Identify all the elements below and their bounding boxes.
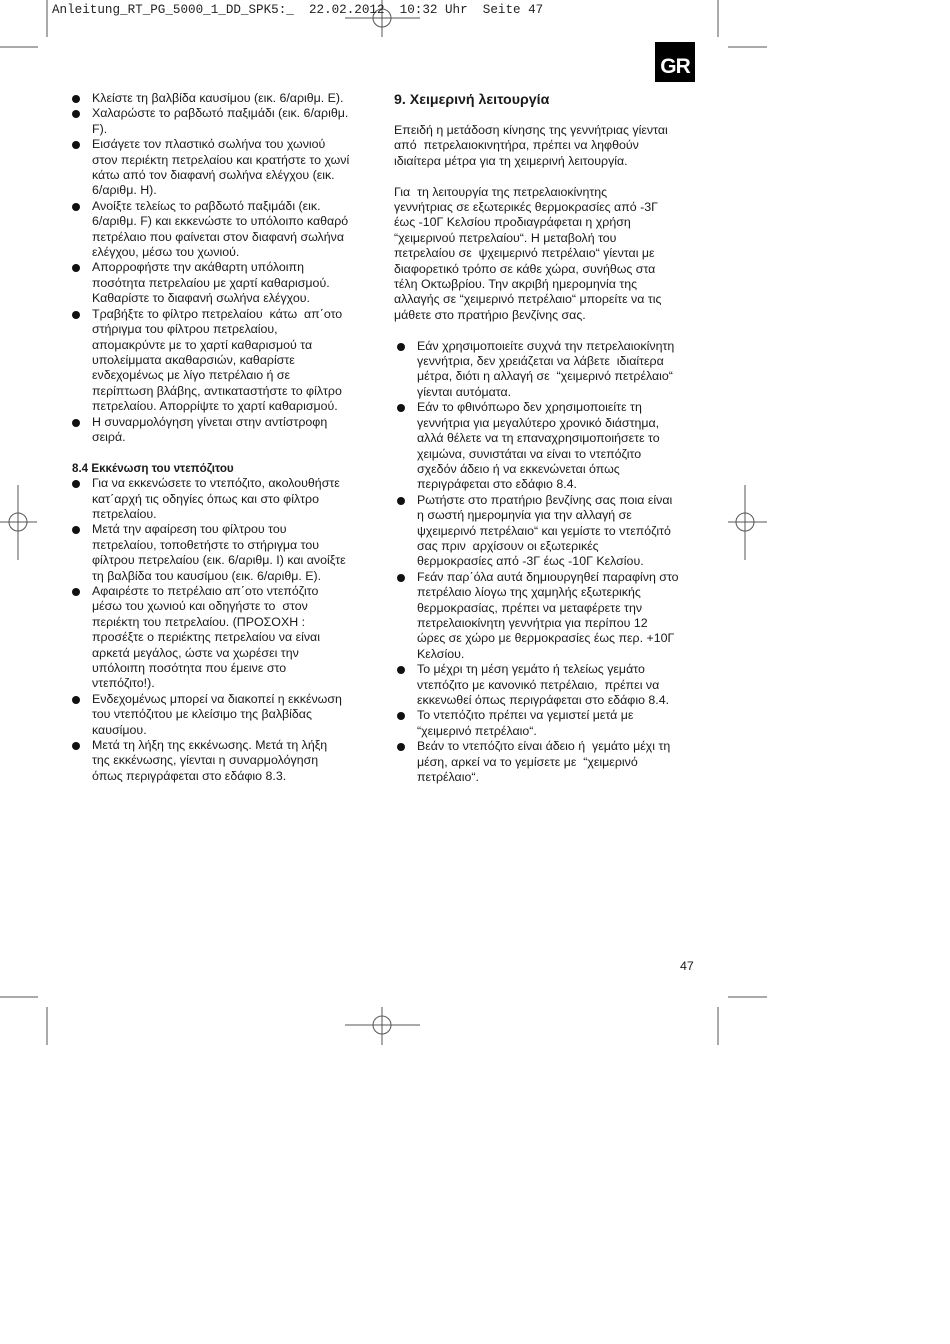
bullet-icon xyxy=(72,264,80,272)
list-item-text: Βεάν το ντεπόζιτο είναι άδειο ή γεμάτο μέχι τη μέση, αρκεί να το γεμίσετε με “χειμερινό πετρέλαιο“. xyxy=(417,739,671,785)
list-item-text: Εάν χρησιμοποιείτε συχνά την πετρελαιοκίνητη γεννήτρια, δεν χρειάζεται να λάβετε ιδιαίτερα μέτρα, διότι η αλλαγή σε “χειμερινό πετρέλαιο“ γίενται αυτόματα. xyxy=(417,338,675,399)
list-item-text: Εάν το φθινόπωρο δεν χρησιμοποιείτε τη γεννήτρια για μεγαλύτερο χρονικό διάστημα, αλλά θέλετε να τη επαναχρησιμοποιήσετε το χειμώνα, συνιστάται να είναι το ντεπόζιτο σχεδόν άδειο ή να εκκενώνεται όπως περιγράφεται στο εδάφιο 8.4. xyxy=(417,400,660,492)
right-column xyxy=(394,91,704,785)
language-badge: GR xyxy=(655,42,695,82)
list-item xyxy=(72,522,372,584)
bullet-icon xyxy=(72,141,80,149)
bullet-icon xyxy=(72,419,80,427)
bullet-icon xyxy=(397,497,405,505)
list-item xyxy=(72,137,372,199)
bullet-icon xyxy=(72,203,80,211)
list-item-text: Ανοίξτε τελείως το ραβδωτό παξιμάδι (εικ. 6/αριθμ. F) και εκκενώστε το υπόλοιπο καθαρό πετρέλαιο που φαίνεται στον διαφανή σωλήνα ελέγχου, μέσω του χωνιού. xyxy=(92,198,349,260)
bullet-icon xyxy=(397,743,405,751)
bullet-icon xyxy=(72,480,80,488)
bullet-list-drain xyxy=(72,476,372,784)
list-item xyxy=(72,260,372,306)
list-item xyxy=(72,307,372,415)
list-item-text: Το μέχρι τη μέση γεμάτο ή τελείως γεμάτο ντεπόζιτο με κανονικό πετρέλαιο, πρέπει να εκκενωθεί όπως περιγράφεται στο εδάφιο 8.4. xyxy=(417,662,670,707)
print-slug: Anleitung_RT_PG_5000_1_DD_SPK5:_ 22.02.2012 10:32 Uhr Seite 47 xyxy=(52,3,544,17)
bullet-icon xyxy=(72,696,80,704)
list-item-text: Η συναρμολόγηση γίνεται στην αντίστροφη σειρά. xyxy=(92,414,328,444)
bullet-icon xyxy=(72,742,80,750)
list-item xyxy=(72,738,372,784)
bullet-icon xyxy=(397,712,405,720)
list-item-text: Τραβήξτε το φίλτρο πετρελαίου κάτω απ΄οτο στήριγμα του φίλτρου πετρελαίου, απομακρύντε με το χαρτί καθαρισμού τα υπολείμματα ακαθαρσιών, καθαρίστε ενδεχομένως με λίγο πετρέλαιο ή σε περίπτωση βλάβης, αντικαταστήστε το φίλτρο πετρελαίου. Απορρίψτε το χαρτί καθαρισμού. xyxy=(92,306,343,414)
list-item-text: Απορροφήστε την ακάθαρτη υπόλοιπη ποσότητα πετρελαίου με χαρτί καθαρισμού. Καθαρίστε το διαφανή σωλήνα ελέγχου. xyxy=(92,260,330,306)
list-item-text: Ρωτήστε στο πρατήριο βενζίνης σας ποια είναι η σωστή ημερομηνία για την αλλαγή σε ψχειμερινό πετρέλαιο“ και γεμίστε το ντεπόζιτό σας πριν αρχίσουν οι εξωτερικές θερμοκρασίες από -3Γ έως -10Γ Κελσίου. xyxy=(417,492,673,569)
list-item xyxy=(397,339,707,401)
list-item-text: Εισάγετε τον πλαστικό σωλήνα του χωνιού στον περιέκτη πετρελαίου και κρατήστε το χωνί κάτω από τον διαφανή σωλήνα ελέγχου (εικ. 6/αριθμ. H). xyxy=(92,137,350,198)
bullet-icon xyxy=(72,110,80,118)
section-title-9: 9. Χειμερινή λειτουργία xyxy=(394,92,550,108)
list-item xyxy=(397,739,707,785)
list-item xyxy=(72,415,372,446)
bullet-icon xyxy=(397,574,405,582)
left-column xyxy=(72,91,372,784)
list-item xyxy=(397,570,707,662)
list-item xyxy=(72,106,372,137)
list-item xyxy=(72,476,372,522)
winter-diesel-paragraph: Για τη λειτουργία της πετρελαιοκίνητης γεννήτριας σε εξωτερικές θερμοκρασίες από -3Γ έως -10Γ Κελσίου προδιαγράφεται η χρήση “χειμερινού πετρελαίου“. Η μεταβολή του πετρελαίου σε ψχειμερινό πετρέλαιο“ γίενται με διαφορετικό τρόπο σε κάθε χώρα, συνήθως στα τέλη Οκτωβρίου. Την ακριβή ημερομηνία της αλλαγής σε “χειμερινό πετρέλαιο“ μπορείτε να τις μάθετε στο πρατήριο βενζίνης σας. xyxy=(394,184,662,322)
section-title-8-4: 8.4 Εκκένωση του ντεπόζιτου xyxy=(72,461,234,475)
bullet-list-filter xyxy=(72,91,372,445)
page-number: 47 xyxy=(680,959,694,973)
list-item-text: Ενδεχομένως μπορεί να διακοπεί η εκκένωση του ντεπόζιτου με κλείσιμο της βαλβίδας καυσίμου. xyxy=(92,691,342,737)
list-item-text: Το ντεπόζιτο πρέπει να γεμιστεί μετά με “χειμερινό πετρέλαιο“. xyxy=(417,708,634,738)
list-item-text: Μετά τη λήξη της εκκένωσης. Μετά τη λήξη της εκκένωσης, γίενται η συναρμολόγηση όπως περιγράφεται στο εδάφιο 8.3. xyxy=(92,738,328,783)
list-item-text: Για να εκκενώσετε το ντεπόζιτο, ακολουθήστε κατ΄αρχή τις οδηγίες όπως και στο φίλτρο πετρελαίου. xyxy=(92,476,340,521)
list-item-text: Χαλαρώστε το ραβδωτό παξιμάδι (εικ. 6/αριθμ. F). xyxy=(92,106,349,136)
list-item-text: Μετά την αφαίρεση του φίλτρου του πετρελαίου, τοποθετήστε το στήριγμα του φίλτρου πετρελαίου (εικ. 6/αριθμ. I) και ανοίξτε τη βαλβίδα του καυσίμου (εικ. 6/αριθμ. E). xyxy=(92,522,346,583)
list-item xyxy=(397,400,707,492)
bullet-icon xyxy=(72,95,80,103)
bullet-list-winter xyxy=(394,339,704,786)
list-item xyxy=(397,662,707,708)
intro-paragraph: Επειδή η μετάδοση κίνησης της γεννήτριας γίενται από πετρελαιοκινητήρα, πρέπει να ληφθούν ιδιαίτερα μέτρα για τη χειμερινή λειτουργία. xyxy=(394,123,668,168)
list-item-text: Κλείστε τη βαλβίδα καυσίμου (εικ. 6/αριθμ. E). xyxy=(92,91,344,105)
bullet-icon xyxy=(72,526,80,534)
list-item xyxy=(72,584,372,692)
list-item xyxy=(72,91,372,106)
bullet-icon xyxy=(72,588,80,596)
list-item xyxy=(397,493,707,570)
bullet-icon xyxy=(72,311,80,319)
list-item-text: Αφαιρέστε το πετρέλαιο απ΄οτο ντεπόζιτο μέσω του χωνιού και οδηγήστε το στον περιέκτη του πετρελαίου. (ΠΡΟΣΟΧΗ : προσέξτε ο περιέκτης πετρελαίου να είναι αρκετά μεγάλος, ώστε να χωρέσει την υπόλοιπη ποσότητα που έμεινε στο ντεπόζιτο!). xyxy=(92,583,320,691)
list-item xyxy=(72,199,372,261)
list-item xyxy=(397,708,707,739)
bullet-icon xyxy=(397,343,405,351)
list-item-text: Fεάν παρ΄όλα αυτά δημιουργηθεί παραφίνη στο πετρέλαιο λίογω της χαμηλής εξωτερικής θερμοκρασίας, πρέπει να μεταφέρετε την πετρελαιοκίνητη γεννήτρια για περίπου 12 ώρες σε χώρο με θερμοκρασίες έως περ. +10Γ Κελσίου. xyxy=(417,569,679,661)
bullet-icon xyxy=(397,666,405,674)
bullet-icon xyxy=(397,404,405,412)
list-item xyxy=(72,692,372,738)
